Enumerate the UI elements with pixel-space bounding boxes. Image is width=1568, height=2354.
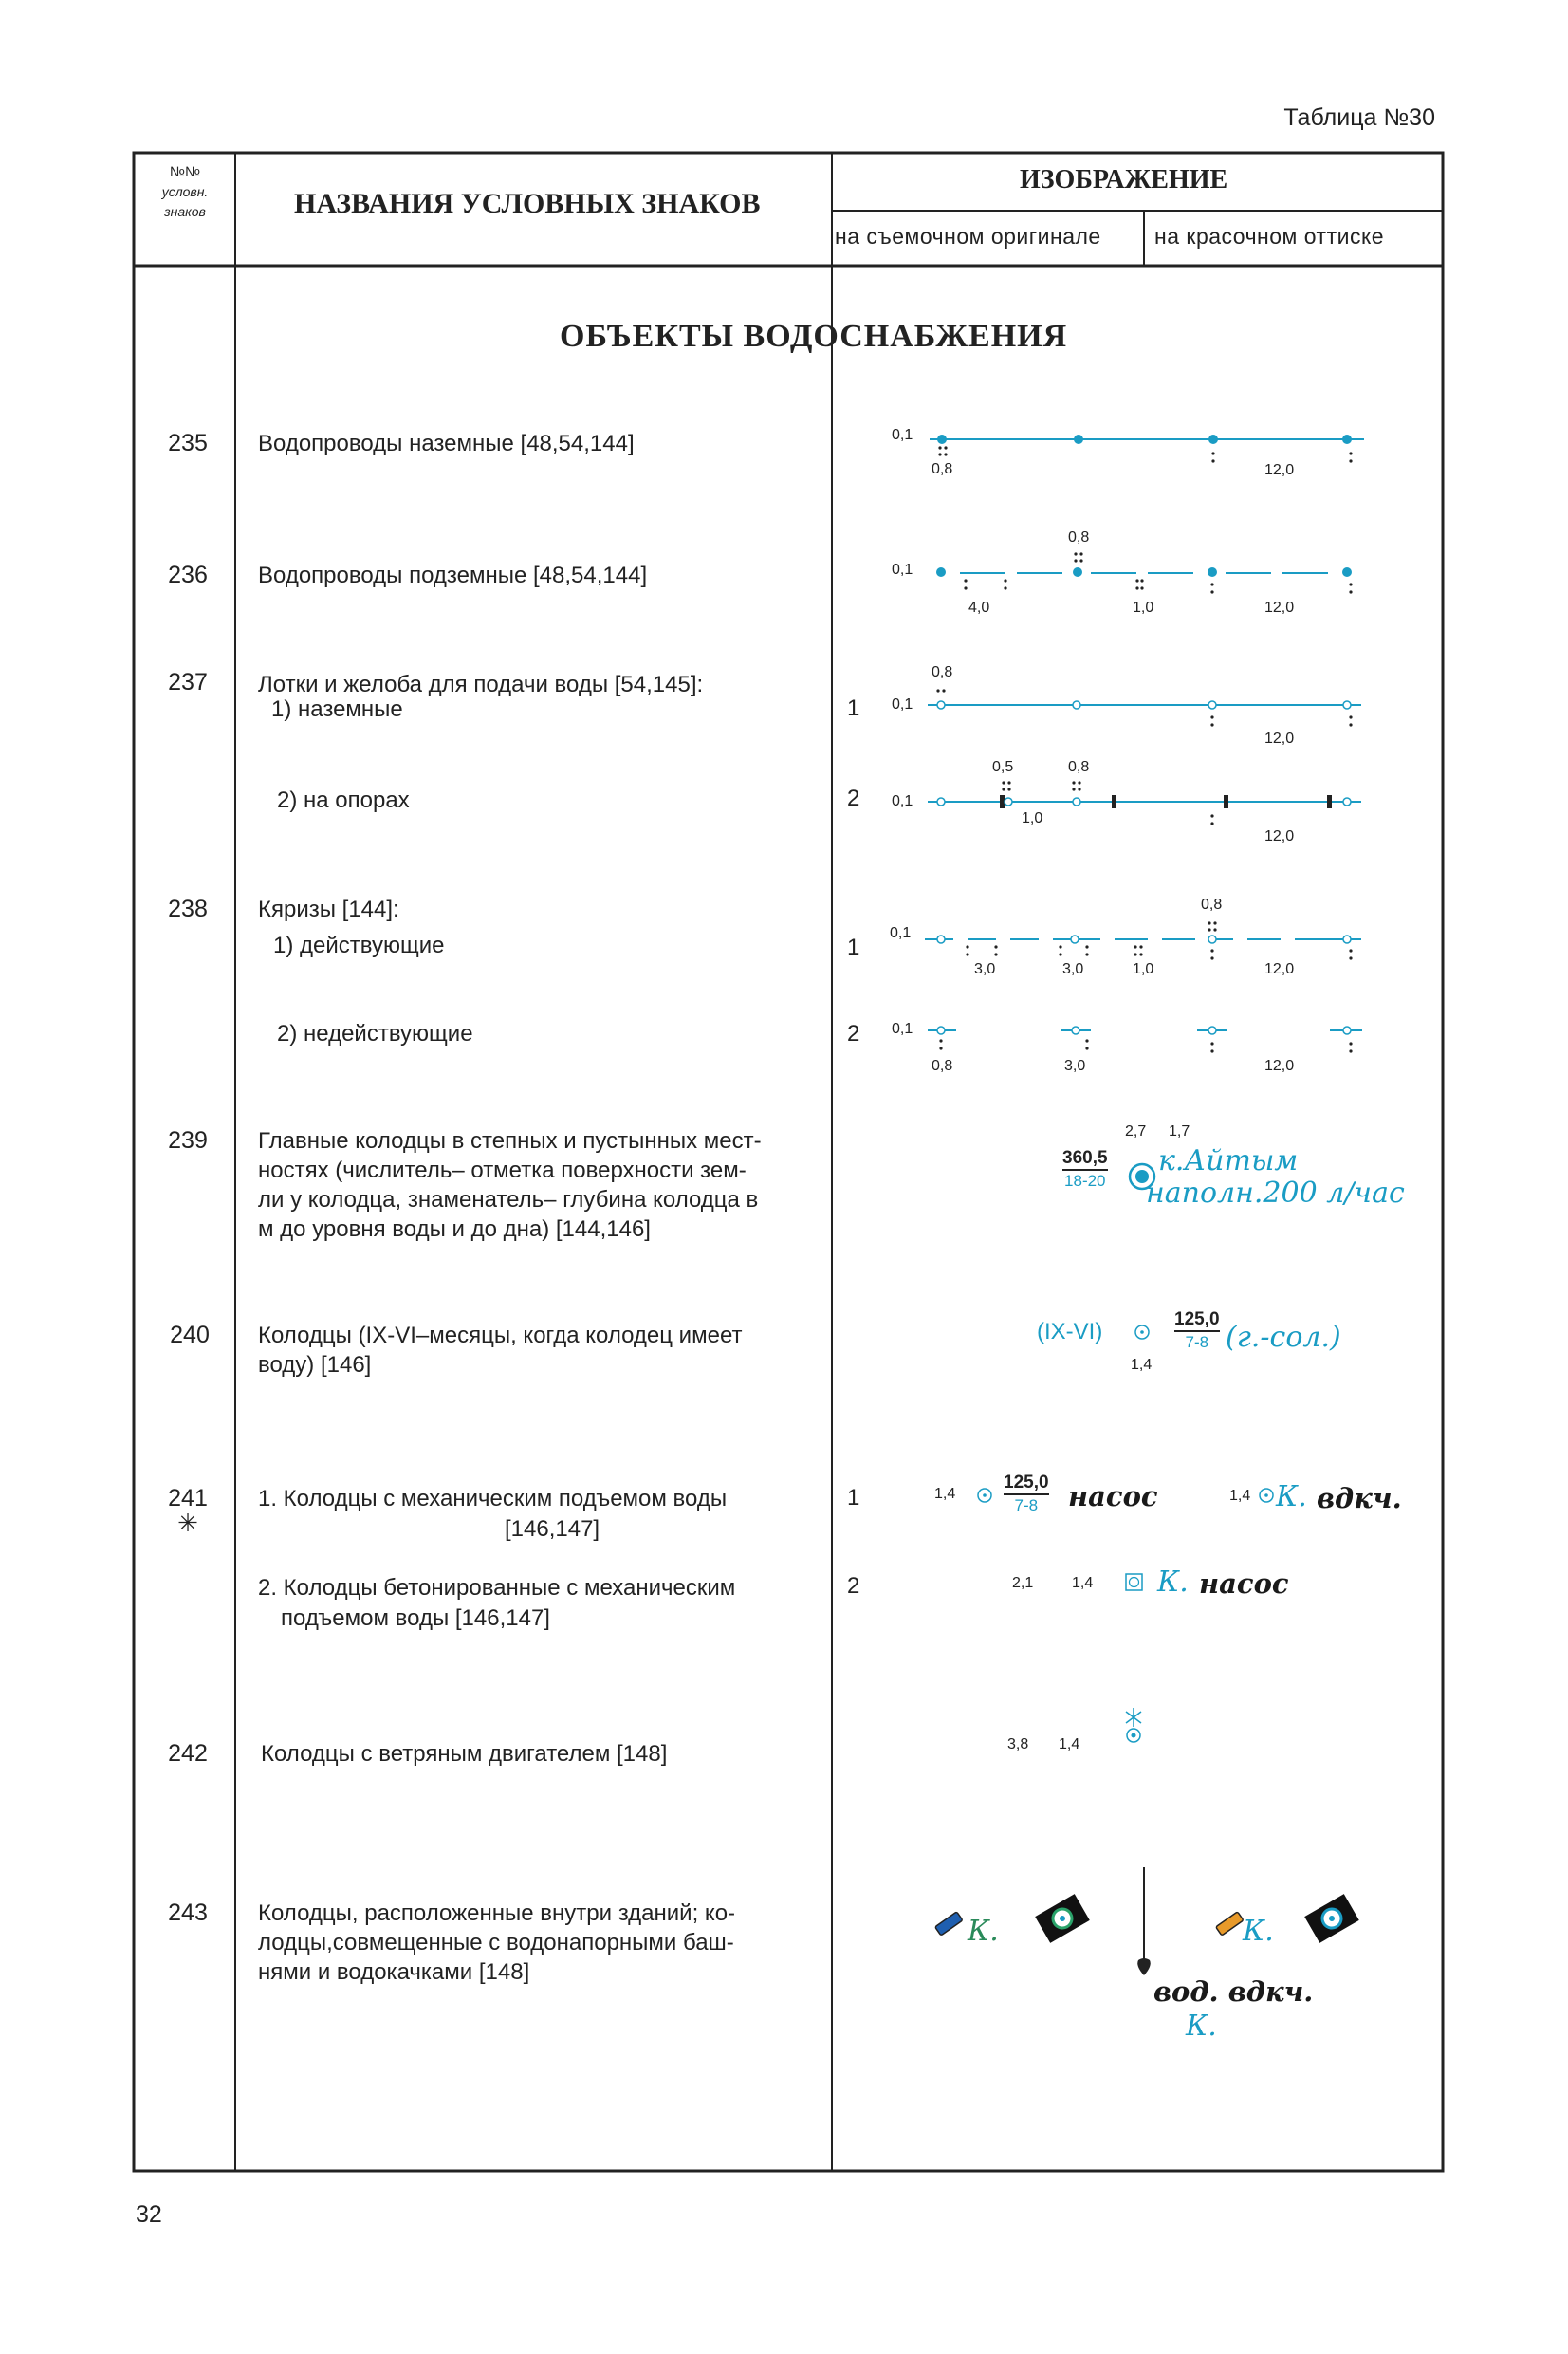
dim-235-01: 0,1 [892, 427, 913, 443]
header-no-sub1: условн. [161, 184, 209, 199]
dim-241-1-14b: 1,4 [1229, 1488, 1251, 1504]
fraction-241 [1004, 1473, 1049, 1516]
header-col-print: на красочном оттиске [1154, 224, 1385, 249]
row-sub-237-1: 1) наземные [271, 696, 403, 722]
symbol-238-1-active-kariz [925, 921, 1361, 959]
variant-238-1: 1 [847, 935, 860, 960]
label-240-note: (г.-сол.) [1226, 1321, 1341, 1354]
dim-235-12: 12,0 [1264, 462, 1295, 478]
row-number-240: 240 [170, 1322, 210, 1348]
symbol-237-2-trough-on-supports [928, 781, 1361, 825]
dim-237-2-12: 12,0 [1264, 828, 1295, 844]
dim-238-1-30b: 3,0 [1062, 961, 1084, 977]
dim-237-2-10: 1,0 [1022, 810, 1043, 826]
row-sub-241-1-refs: [146,147] [505, 1516, 600, 1542]
row-243-line-2: лодцы,совмещенные с водонапорными баш- [258, 1930, 734, 1955]
header-col-original: на съемочном оригинале [835, 224, 1101, 249]
label-239-note: наполн.200 л/час [1146, 1177, 1405, 1210]
row-number-239: 239 [168, 1127, 208, 1154]
header-no-sub2: знаков [164, 204, 206, 219]
row-number-236: 236 [168, 562, 208, 588]
header-no-label: №№ [169, 164, 201, 180]
dim-238-1-12: 12,0 [1264, 961, 1295, 977]
dim-241-1-14: 1,4 [934, 1486, 956, 1502]
row-name-236: Водопроводы подземные [48,54,144] [258, 563, 648, 588]
row-name-237: Лотки и желоба для подачи воды [54,145]: [258, 672, 704, 697]
dim-235-08: 0,8 [932, 461, 953, 477]
dim-238-1-01: 0,1 [890, 925, 912, 941]
label-243-k1: К. [968, 1915, 999, 1948]
variant-241-1: 1 [847, 1485, 860, 1511]
row-sub-237-2: 2) на опорах [277, 788, 410, 813]
row-240-line-2: воду) [146] [258, 1352, 372, 1378]
symbol-240-well [1135, 1325, 1149, 1339]
dim-236-08: 0,8 [1068, 529, 1090, 546]
variant-237-2: 2 [847, 786, 860, 811]
dim-236-12: 12,0 [1264, 600, 1295, 616]
row-number-242: 242 [168, 1740, 208, 1767]
symbol-242-windmill-well [1126, 1708, 1141, 1742]
fraction-241-denominator: 7-8 [1004, 1493, 1049, 1516]
label-243-vod: вод. вдкч. [1153, 1975, 1314, 2008]
header-names-title: НАЗВАНИЯ УСЛОВНЫХ ЗНАКОВ [294, 188, 761, 219]
dim-241-2-14: 1,4 [1072, 1575, 1094, 1591]
dim-237-1-01: 0,1 [892, 696, 913, 713]
dim-239-27: 2,7 [1125, 1123, 1147, 1140]
table-label: Таблица №30 [1283, 104, 1435, 131]
label-241-2-well: К. [1157, 1566, 1189, 1599]
fraction-240 [1174, 1309, 1220, 1353]
dim-237-1-08: 0,8 [932, 664, 953, 680]
row-name-242: Колодцы с ветряным двигателем [148] [261, 1741, 668, 1767]
label-239-name: к.Айтым [1158, 1144, 1299, 1177]
row-243-line-3: нями и водокачками [148] [258, 1959, 530, 1985]
dim-238-1-30a: 3,0 [974, 961, 996, 977]
symbol-237-1-ground-trough [928, 689, 1361, 726]
row-239-line-1: Главные колодцы в степных и пустынных мест- [258, 1128, 762, 1154]
dim-242-38: 3,8 [1007, 1736, 1029, 1752]
row-239-line-4: м до уровня воды и до дна) [144,146] [258, 1216, 651, 1242]
row-number-235: 235 [168, 430, 208, 456]
dim-236-10: 1,0 [1133, 600, 1154, 616]
dim-237-2-08: 0,8 [1068, 759, 1090, 775]
label-241-vdkch: вдкч. [1317, 1482, 1402, 1514]
row-sub-241-1: 1. Колодцы с механическим подъемом воды [258, 1486, 728, 1511]
label-241-pump: насос [1068, 1480, 1158, 1512]
dim-236-01: 0,1 [892, 562, 913, 578]
row-number-241: 241 [168, 1485, 208, 1511]
row-mark-241: ✳ [177, 1509, 198, 1537]
row-number-243: 243 [168, 1900, 208, 1926]
fraction-240-numerator: 125,0 [1174, 1309, 1220, 1329]
row-number-237: 237 [168, 669, 208, 695]
variant-237-1: 1 [847, 695, 860, 721]
label-241-well: К. [1276, 1480, 1307, 1513]
dim-238-2-08: 0,8 [932, 1058, 953, 1074]
fraction-241-numerator: 125,0 [1004, 1473, 1049, 1492]
row-sub-238-2: 2) недействующие [277, 1021, 473, 1047]
row-sub-241-2b: подъемом воды [146,147] [281, 1605, 550, 1631]
dim-237-2-01: 0,1 [892, 793, 913, 809]
fraction-240-denominator: 7-8 [1174, 1330, 1220, 1353]
fraction-239 [1062, 1148, 1108, 1192]
dim-238-1-10: 1,0 [1133, 961, 1154, 977]
variant-238-2: 2 [847, 1021, 860, 1047]
symbol-238-2-inactive-kariz [928, 1027, 1362, 1053]
dim-238-1-08: 0,8 [1201, 897, 1223, 913]
dim-238-2-01: 0,1 [892, 1021, 913, 1037]
variant-241-2: 2 [847, 1573, 860, 1599]
symbol-236-underground-pipeline [936, 552, 1353, 593]
row-239-line-2: ностях (числитель– отметка поверхности зем- [258, 1158, 747, 1183]
dim-239-17: 1,7 [1169, 1123, 1190, 1140]
fraction-239-numerator: 360,5 [1062, 1148, 1108, 1168]
label-243-k2: К. [1243, 1915, 1274, 1948]
dim-236-40: 4,0 [968, 600, 990, 616]
row-239-line-3: ли у колодца, знаменатель– глубина колодца в [258, 1187, 759, 1213]
row-number-238: 238 [168, 896, 208, 922]
row-sub-241-2: 2. Колодцы бетонированные с механическим [258, 1575, 736, 1601]
row-name-238: Кяризы [144]: [258, 897, 399, 922]
fraction-239-denominator: 18-20 [1062, 1169, 1108, 1192]
row-240-line-1: Колодцы (IX-VI–месяцы, когда колодец имеет [258, 1323, 743, 1348]
symbol-235-above-ground-pipeline [930, 435, 1364, 463]
page-number: 32 [136, 2201, 162, 2228]
dim-242-14: 1,4 [1059, 1736, 1080, 1752]
row-243-line-1: Колодцы, расположенные внутри зданий; ко- [258, 1900, 736, 1926]
label-240-months: (IX-VI) [1037, 1319, 1103, 1344]
dim-240-14: 1,4 [1131, 1357, 1153, 1373]
label-241-2-pump: насос [1199, 1567, 1289, 1600]
section-title: ОБЪЕКТЫ ВОДОСНАБЖЕНИЯ [560, 319, 1068, 354]
dim-238-2-12: 12,0 [1264, 1058, 1295, 1074]
label-243-k3: К. [1186, 2010, 1217, 2043]
dim-237-1-12: 12,0 [1264, 731, 1295, 747]
row-sub-238-1: 1) действующие [273, 933, 445, 958]
dim-237-2-05: 0,5 [992, 759, 1014, 775]
dim-238-2-30: 3,0 [1064, 1058, 1086, 1074]
dim-241-2-21: 2,1 [1012, 1575, 1034, 1591]
row-name-235: Водопроводы наземные [48,54,144] [258, 431, 635, 456]
header-image-title: ИЗОБРАЖЕНИЕ [1020, 165, 1228, 195]
